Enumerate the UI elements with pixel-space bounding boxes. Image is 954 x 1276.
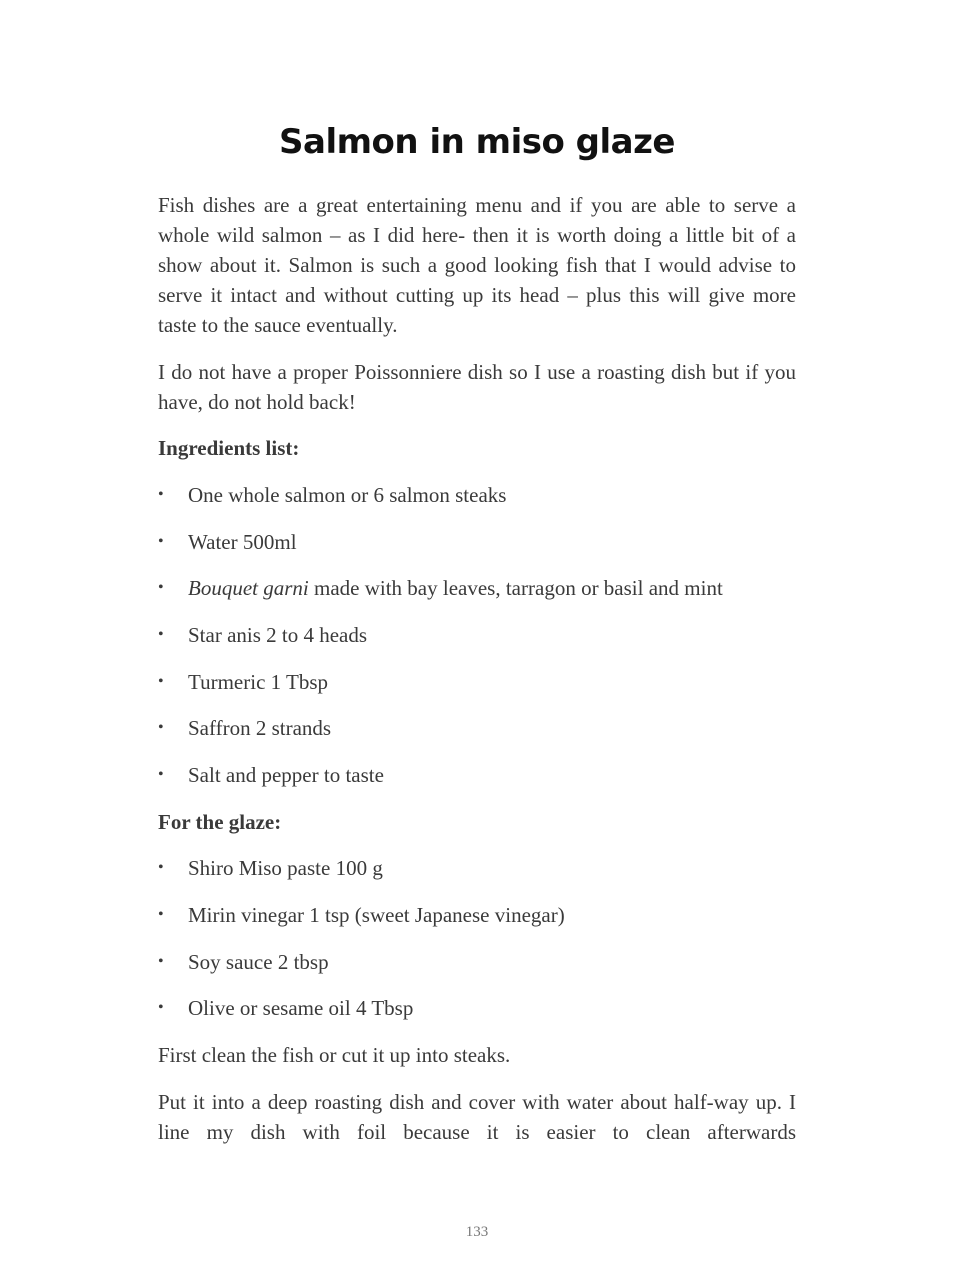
ingredient-item — [158, 573, 818, 603]
ingredient-label: One whole salmon or 6 salmon steaks — [188, 483, 507, 507]
glaze-item — [158, 853, 818, 883]
glaze-item — [158, 993, 818, 1023]
ingredient-label: Salt and pepper to taste — [188, 763, 384, 787]
ingredient-item — [158, 713, 818, 743]
glaze-label: Soy sauce 2 tbsp — [188, 950, 329, 974]
glaze-item — [158, 947, 818, 977]
bullet-icon: • — [158, 533, 164, 550]
bullet-icon: • — [158, 626, 164, 643]
glaze-label: Shiro Miso paste 100 g — [188, 856, 383, 880]
bullet-icon: • — [158, 953, 164, 970]
intro-paragraph-2: I do not have a proper Poissonniere dish so I use a roasting dish but if you have, do not hold back! — [158, 360, 796, 414]
bullet-icon: • — [158, 486, 164, 503]
ingredient-item — [158, 527, 818, 557]
glaze-label: Olive or sesame oil 4 Tbsp — [188, 996, 414, 1020]
method-paragraph-1: First clean the fish or cut it up into steaks. — [158, 1043, 511, 1067]
ingredient-item — [158, 760, 818, 790]
bullet-icon: • — [158, 906, 164, 923]
ingredient-label: Saffron 2 strands — [188, 716, 332, 740]
bullet-icon: • — [158, 719, 164, 736]
method-paragraph-2: Put it into a deep roasting dish and cover with water about half-way up. I line my dish with foil because it is easier to clean afterwards — [158, 1090, 796, 1144]
page-title: Salmon in miso glaze — [279, 122, 675, 162]
ingredient-item — [158, 667, 818, 697]
ingredient-label: Star anis 2 to 4 heads — [188, 623, 368, 647]
glaze-label: Mirin vinegar 1 tsp (sweet Japanese vinegar) — [188, 903, 565, 927]
ingredient-item — [158, 620, 818, 650]
bullet-icon: • — [158, 766, 164, 783]
bullet-icon: • — [158, 673, 164, 690]
bullet-icon: • — [158, 859, 164, 876]
bullet-icon: • — [158, 579, 164, 596]
bullet-icon: • — [158, 999, 164, 1016]
glaze-item — [158, 900, 818, 930]
ingredient-label: Turmeric 1 Tbsp — [188, 670, 329, 694]
ingredient-label: Water 500ml — [188, 530, 297, 554]
glaze-heading: For the glaze: — [158, 810, 282, 834]
ingredient-label: made with bay leaves, tarragon or basil and mint — [308, 576, 723, 600]
page-number: 133 — [465, 1224, 489, 1240]
ingredient-item — [158, 480, 818, 510]
intro-paragraph-1: Fish dishes are a great entertaining menu and if you are able to serve a whole wild salmon – as I did here- then it is worth doing a little bit of a show about it. Salmon is such a good looking fish that I would advise to serve it intact and without cutting up its head – plus this will give more taste to the sauce eventually. — [158, 193, 796, 337]
ingredients-heading: Ingredients list: — [158, 436, 300, 460]
ingredient-italic-label: Bouquet garni — [188, 576, 309, 600]
